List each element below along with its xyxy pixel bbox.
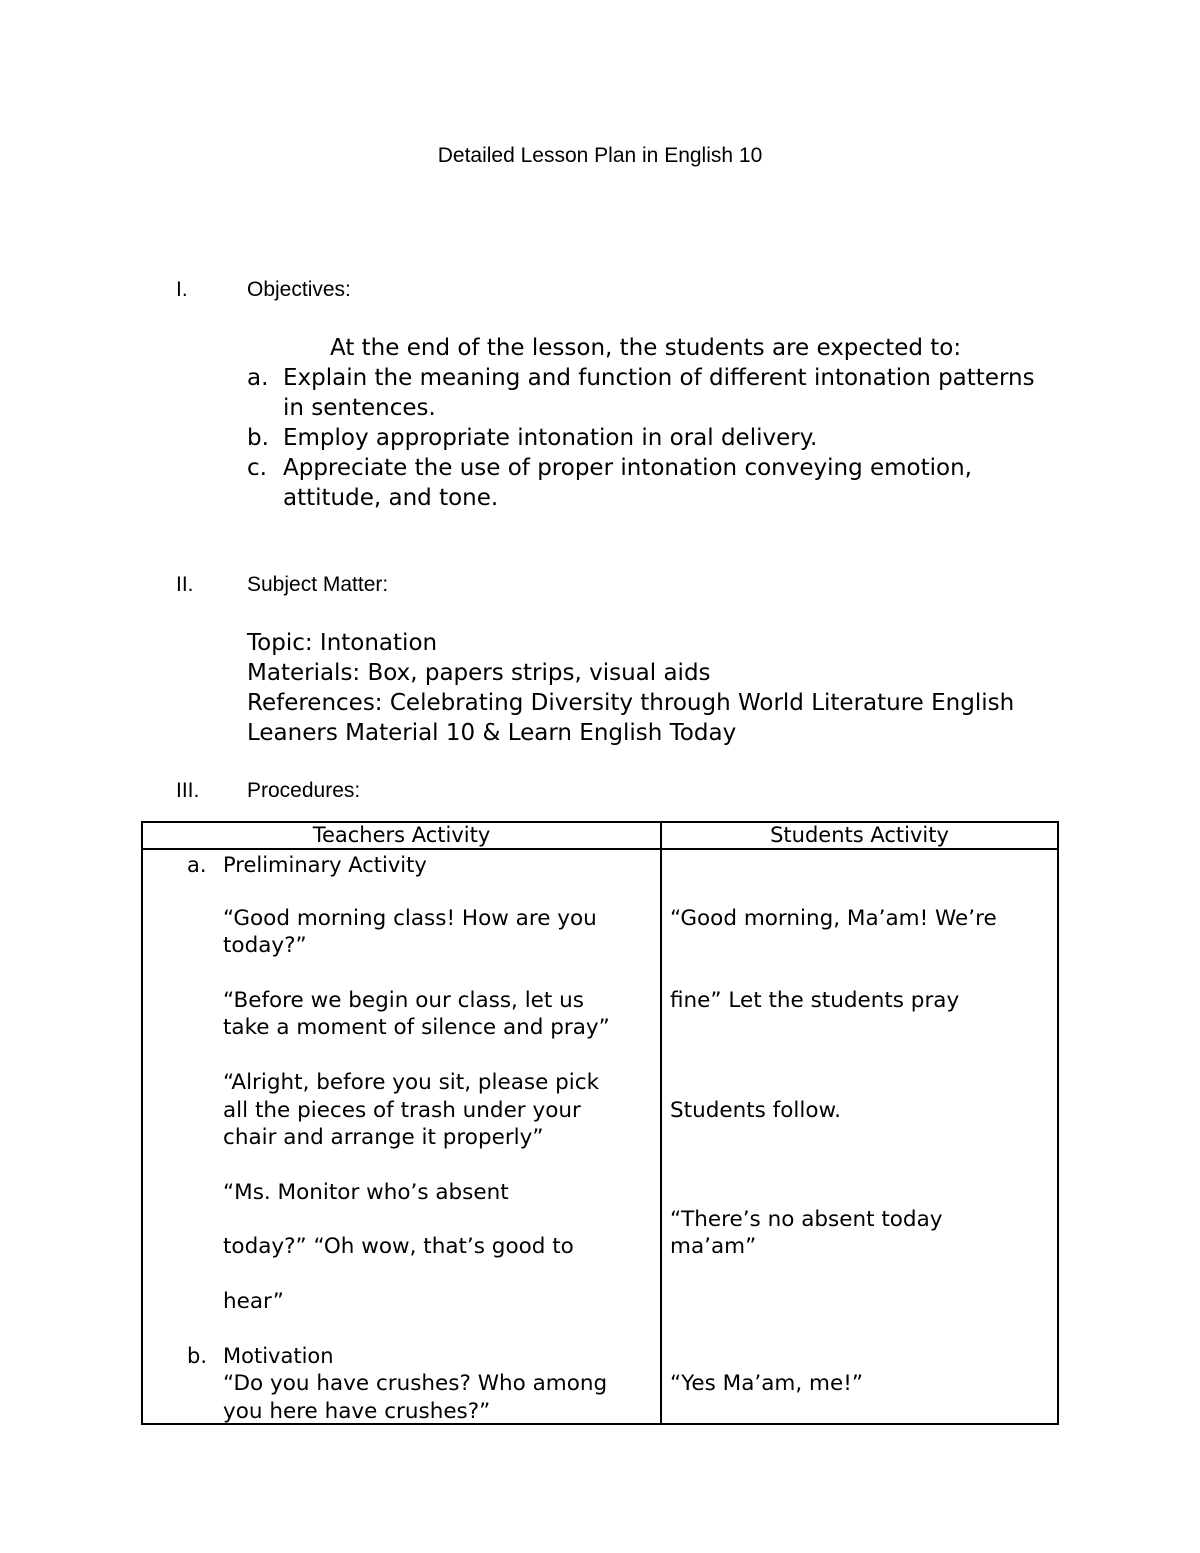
student-absent-line: “There’s no absent today [670,1207,943,1232]
objective-marker: c. [247,455,267,481]
motivation-heading: Motivation [223,1344,334,1368]
student-absent-line: ma’am” [670,1234,757,1259]
teacher-greeting-line: “Good morning class! How are you [223,906,597,931]
teacher-prayer-line: “Before we begin our class, let us [223,988,584,1013]
page-title: Detailed Lesson Plan in English 10 [437,144,763,167]
section-heading-procedures: Procedures: [247,779,361,802]
subject-references-cont: Leaners Material 10 & Learn English Today [247,720,737,746]
teacher-motivation-line: “Do you have crushes? Who among [223,1371,608,1396]
preliminary-heading: Preliminary Activity [223,853,427,877]
subject-matter-block [247,628,1057,748]
objective-text: Employ appropriate intonation in oral delivery. [283,425,818,451]
objective-text: Appreciate the use of proper intonation conveying emotion, attitude, and tone. [283,455,972,511]
subject-materials: Materials: Box, papers strips, visual aids [247,660,711,686]
teacher-absent-line: hear” [223,1289,284,1314]
header-students-activity: Students Activity [770,823,949,847]
subject-references: References: Celebrating Diversity through World Literature English [247,690,1015,716]
objective-item [247,423,1037,453]
teacher-greeting-line: today?” [223,933,307,958]
teacher-absent-line: “Ms. Monitor who’s absent [223,1180,509,1205]
objective-text: Explain the meaning and function of different intonation patterns in sentences. [283,365,1035,421]
objective-item [247,363,1037,423]
procedures-table [141,821,1059,1425]
objectives-list [247,363,1037,513]
objective-marker: b. [247,425,269,451]
preliminary-label: a. [187,853,207,877]
teacher-prayer-line: take a moment of silence and pray” [223,1015,610,1040]
teacher-motivation-line: you here have crushes?” [223,1399,491,1424]
teacher-absent-line: today?” “Oh wow, that’s good to [223,1234,574,1259]
section-heading-objectives: Objectives: [247,278,351,301]
section-numeral-objectives: I. [176,278,188,301]
column-divider [660,823,662,1423]
motivation-label: b. [187,1344,208,1368]
section-heading-subject-matter: Subject Matter: [247,573,389,596]
section-numeral-procedures: III. [176,779,200,802]
student-trash: Students follow. [670,1098,841,1123]
table-header-row [143,823,1057,850]
objective-item [247,453,1037,513]
student-motivation: “Yes Ma’am, me!” [670,1371,863,1396]
subject-topic: Topic: Intonation [247,630,438,656]
section-numeral-subject-matter: II. [176,573,194,596]
teacher-trash-line: all the pieces of trash under your [223,1098,581,1123]
objectives-intro: At the end of the lesson, the students are expected to: [330,335,962,361]
student-greeting: “Good morning, Ma’am! We’re [670,906,997,931]
student-prayer: fine” Let the students pray [670,988,960,1013]
objective-marker: a. [247,365,269,391]
header-teachers-activity: Teachers Activity [312,823,491,847]
teacher-trash-line: “Alright, before you sit, please pick [223,1070,600,1095]
teacher-trash-line: chair and arrange it properly” [223,1125,544,1150]
